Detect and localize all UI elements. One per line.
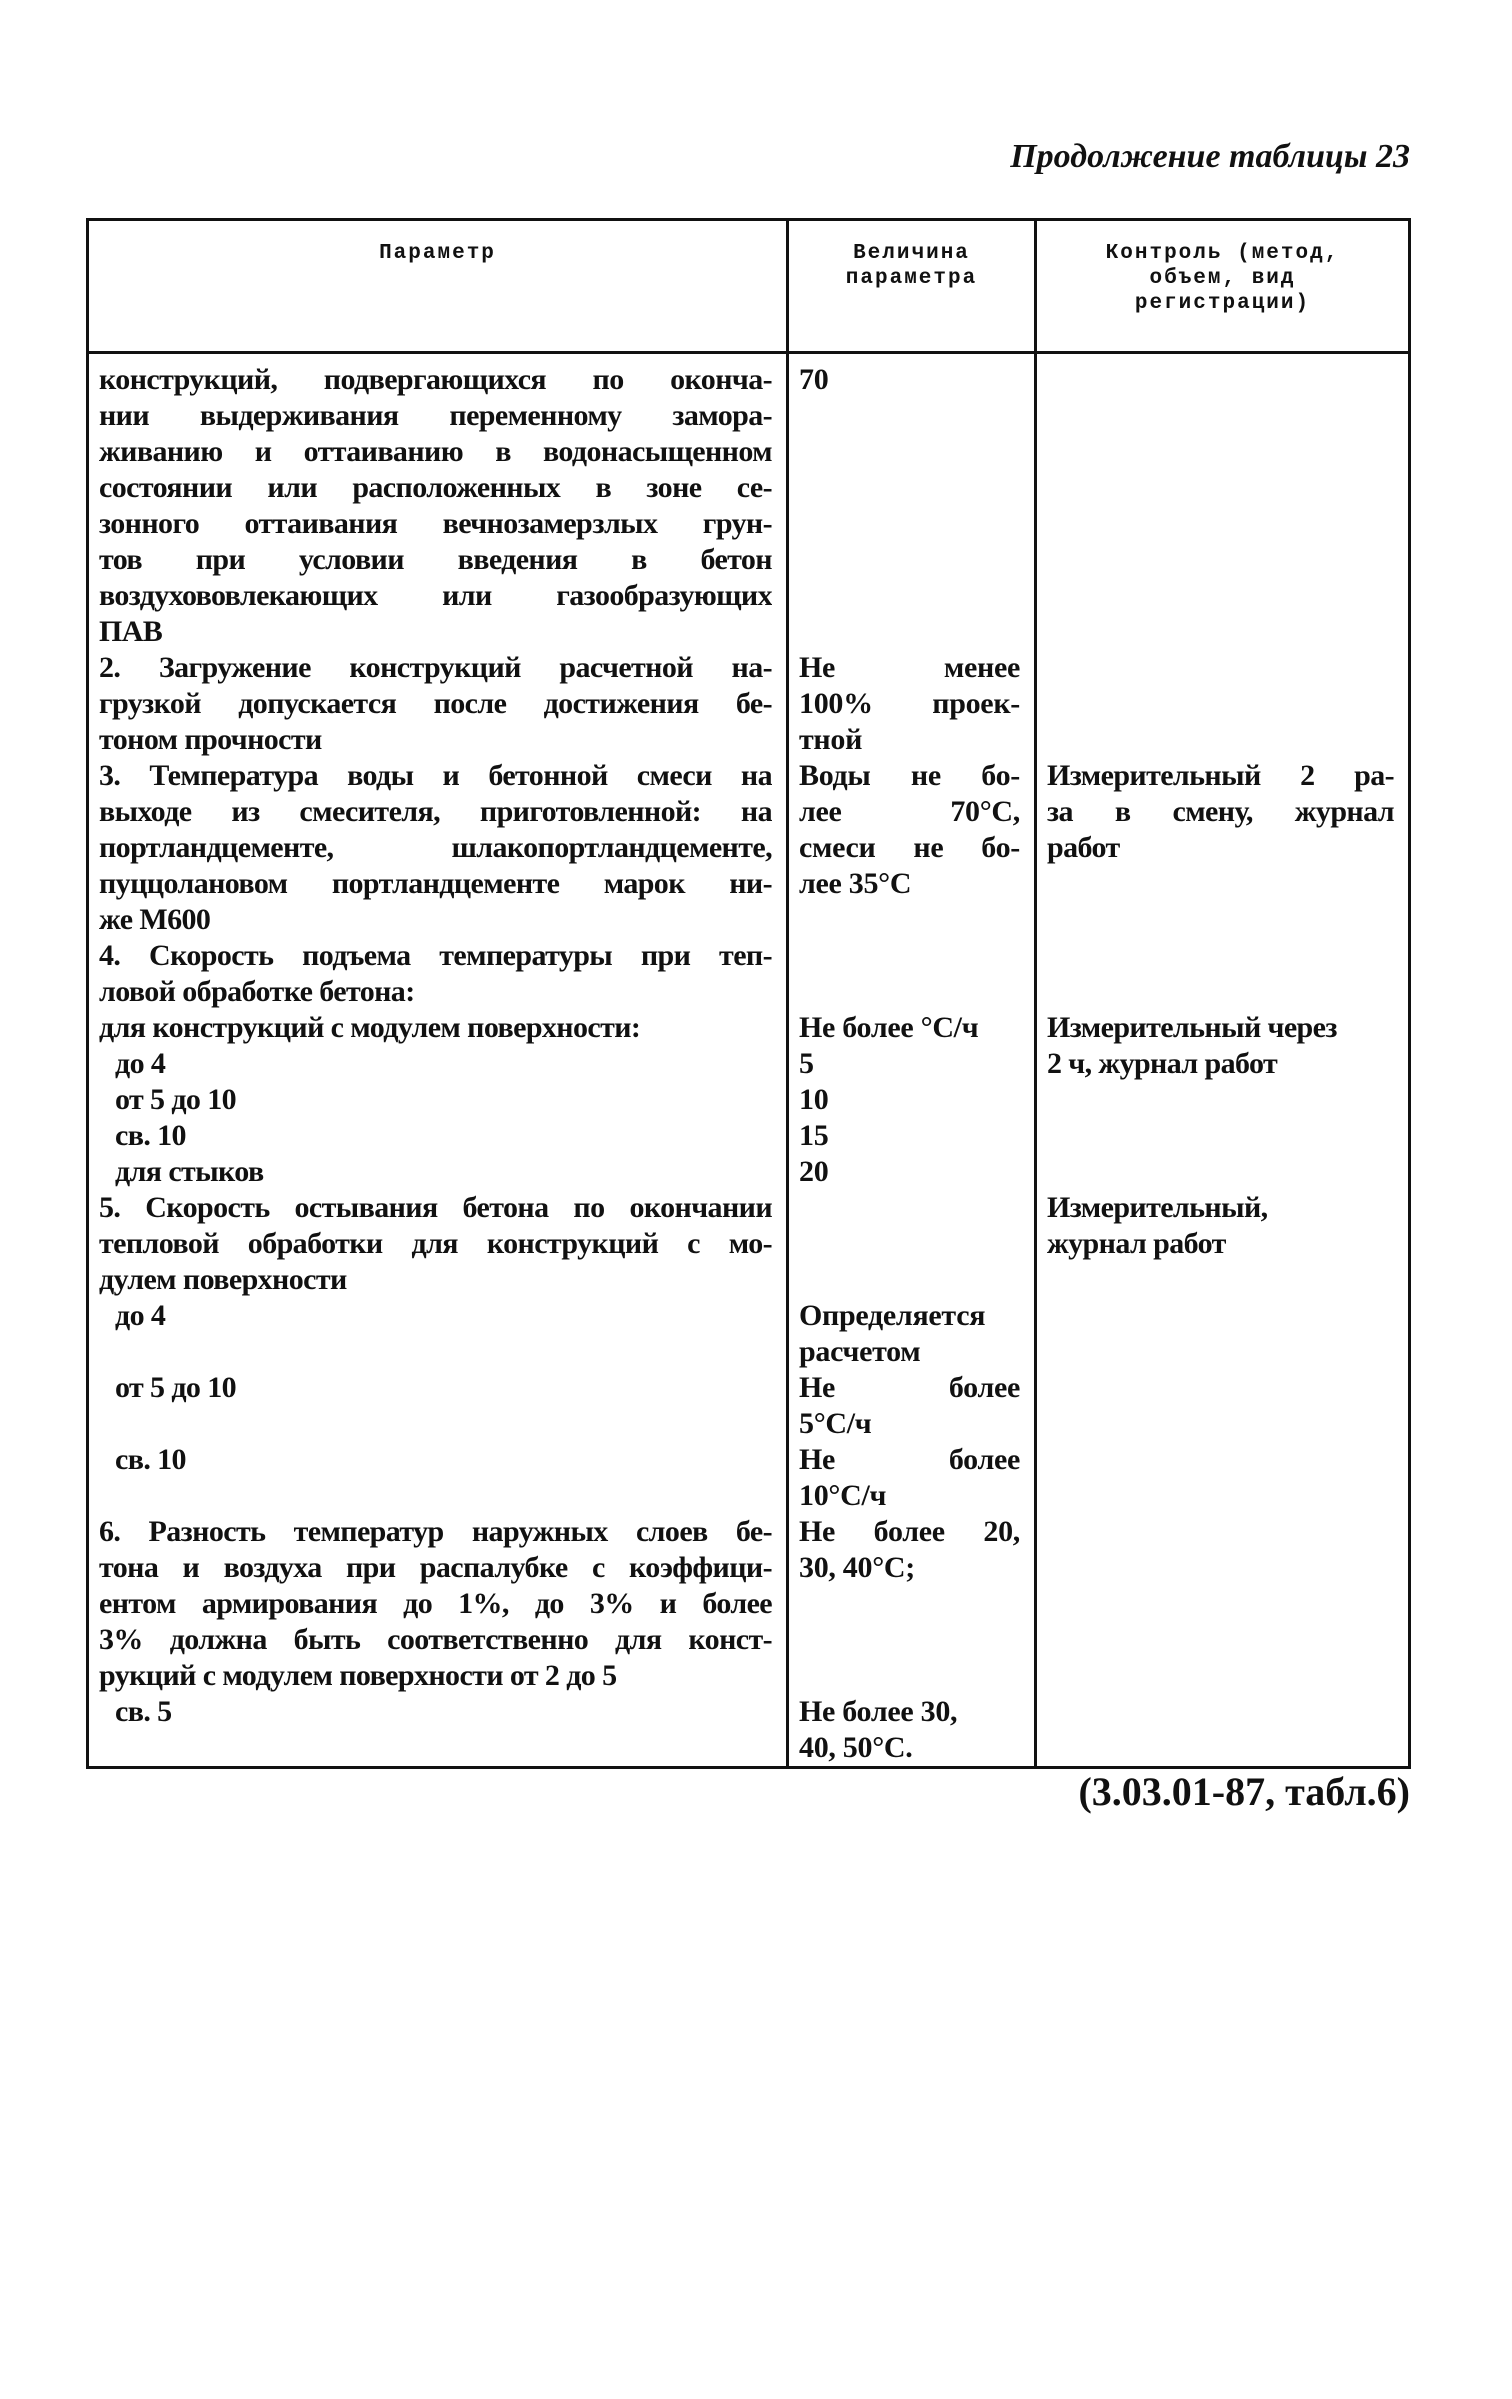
control-line	[1047, 506, 1394, 542]
param-line: пуццолановом портландцементе марок ни-	[99, 867, 772, 900]
control-line: Измерительный через	[1047, 1011, 1337, 1044]
value-line	[799, 938, 1020, 974]
value-line: 30, 40°С;	[799, 1551, 915, 1584]
param-line	[99, 1478, 772, 1514]
value-line: Не более °С/ч	[799, 1011, 979, 1044]
param-line: 3% должна быть соответственно для конст-	[99, 1623, 772, 1656]
value-line	[799, 470, 1020, 506]
control-line	[1047, 686, 1394, 722]
value-line	[799, 1262, 1020, 1298]
param-line: до 4	[115, 1299, 166, 1332]
param-line: воздухововлекающих или газообразующих	[99, 579, 772, 612]
value-line: тной	[799, 723, 863, 756]
value-line	[799, 614, 1020, 650]
param-line: тов при условии введения в бетон	[99, 543, 772, 576]
value-line: Определяется	[799, 1299, 986, 1332]
header-value: Величина параметра	[788, 220, 1036, 353]
param-line: ловой обработке бетона:	[99, 975, 415, 1008]
value-line: 10	[799, 1083, 829, 1116]
param-line: 3. Температура воды и бетонной смеси на	[99, 759, 772, 792]
control-line	[1047, 1082, 1394, 1118]
value-line	[799, 902, 1020, 938]
value-line: Не более	[799, 1443, 1020, 1476]
value-line: 40, 50°С.	[799, 1731, 913, 1764]
param-line: нии выдерживания переменному замора-	[99, 399, 772, 432]
control-line	[1047, 470, 1394, 506]
value-line: Не более	[799, 1371, 1020, 1404]
param-line: от 5 до 10	[115, 1371, 237, 1404]
value-line	[799, 1190, 1020, 1226]
control-line: работ	[1047, 831, 1120, 864]
value-line: 5	[799, 1047, 814, 1080]
control-line	[1047, 650, 1394, 686]
header-control: Контроль (метод, объем, вид регистрации)	[1036, 220, 1410, 353]
param-line: ентом армирования до 1%, до 3% и более	[99, 1587, 772, 1620]
source-reference: (3.03.01-87, табл.6)	[1078, 1769, 1410, 1814]
param-line: выходе из смесителя, приготовленной: на	[99, 795, 772, 828]
control-line	[1047, 1154, 1394, 1190]
param-line: для конструкций с модулем поверхности:	[99, 1011, 641, 1044]
value-line	[799, 1622, 1020, 1658]
param-line: портландцементе, шлакопортландцементе,	[99, 831, 772, 864]
param-line: живанию и оттаиванию в водонасыщенном	[99, 435, 772, 468]
control-line	[1047, 542, 1394, 578]
control-line	[1047, 974, 1394, 1010]
value-line: лее 70°С,	[799, 795, 1020, 828]
value-line	[799, 1226, 1020, 1262]
param-line: 5. Скорость остывания бетона по окончании	[99, 1191, 772, 1224]
value-line: Не более 20,	[799, 1515, 1020, 1548]
param-line: тоном прочности	[99, 723, 322, 756]
param-line: св. 10	[115, 1119, 186, 1152]
value-line: смеси не бо-	[799, 831, 1020, 864]
param-line: 4. Скорость подъема температуры при теп-	[99, 939, 772, 972]
value-column	[788, 353, 1036, 1768]
control-line	[1047, 362, 1394, 398]
value-line: 70	[799, 363, 829, 396]
control-line: Измерительный 2 ра-	[1047, 759, 1394, 792]
control-line	[1047, 434, 1394, 470]
value-line	[799, 974, 1020, 1010]
param-line: состоянии или расположенных в зоне се-	[99, 471, 772, 504]
value-lines	[789, 354, 1034, 1766]
param-line	[99, 1406, 772, 1442]
param-line: 2. Загружение конструкций расчетной на-	[99, 651, 772, 684]
value-line: Воды не бо-	[799, 759, 1020, 792]
value-line	[799, 542, 1020, 578]
param-line: рукций с модулем поверхности от 2 до 5	[99, 1659, 617, 1692]
param-line: св. 5	[115, 1695, 172, 1728]
value-line	[799, 1586, 1020, 1622]
control-lines	[1037, 354, 1408, 1262]
control-line	[1047, 866, 1394, 902]
table-continuation-caption: Продолжение таблицы 23	[1010, 138, 1410, 175]
value-line	[799, 1658, 1020, 1694]
header-param: Параметр	[88, 220, 788, 353]
param-line: же М600	[99, 903, 211, 936]
parameters-table	[86, 218, 1411, 1769]
value-line: 10°С/ч	[799, 1479, 887, 1512]
value-line	[799, 434, 1020, 470]
param-line	[99, 1334, 772, 1370]
value-line: 100% проек-	[799, 687, 1020, 720]
control-line	[1047, 938, 1394, 974]
control-column	[1036, 353, 1410, 1768]
param-lines	[89, 354, 786, 1730]
param-line: 6. Разность температур наружных слоев бе-	[99, 1515, 772, 1548]
control-line: Измерительный,	[1047, 1191, 1268, 1224]
table-header-row	[88, 220, 1410, 353]
param-line: тона и воздуха при распалубке с коэффици-	[99, 1551, 772, 1584]
control-line: за в смену, журнал	[1047, 795, 1394, 828]
value-line	[799, 506, 1020, 542]
param-line: грузкой допускается после достижения бе-	[99, 687, 772, 720]
param-column	[88, 353, 788, 1768]
value-line: Не более 30,	[799, 1695, 958, 1728]
control-line	[1047, 398, 1394, 434]
value-line: 15	[799, 1119, 829, 1152]
table-body-row	[88, 353, 1410, 1768]
control-line	[1047, 902, 1394, 938]
control-line: журнал работ	[1047, 1227, 1226, 1260]
value-line: 5°С/ч	[799, 1407, 872, 1440]
value-line: расчетом	[799, 1335, 921, 1368]
param-line: до 4	[115, 1047, 166, 1080]
param-line: дулем поверхности	[99, 1263, 347, 1296]
param-line: св. 10	[115, 1443, 186, 1476]
param-line: ПАВ	[99, 615, 163, 648]
param-line: зонного оттаивания вечнозамерзлых грун-	[99, 507, 772, 540]
value-line: Не менее	[799, 651, 1020, 684]
control-line	[1047, 722, 1394, 758]
control-line	[1047, 614, 1394, 650]
value-line	[799, 578, 1020, 614]
control-line: 2 ч, журнал работ	[1047, 1047, 1278, 1080]
param-line: от 5 до 10	[115, 1083, 237, 1116]
value-line: 20	[799, 1155, 829, 1188]
control-line	[1047, 1118, 1394, 1154]
param-line: тепловой обработки для конструкций с мо-	[99, 1227, 772, 1260]
value-line: лее 35°С	[799, 867, 912, 900]
control-line	[1047, 578, 1394, 614]
value-line	[799, 398, 1020, 434]
param-line: для стыков	[115, 1155, 264, 1188]
param-line: конструкций, подвергающихся по оконча-	[99, 363, 772, 396]
